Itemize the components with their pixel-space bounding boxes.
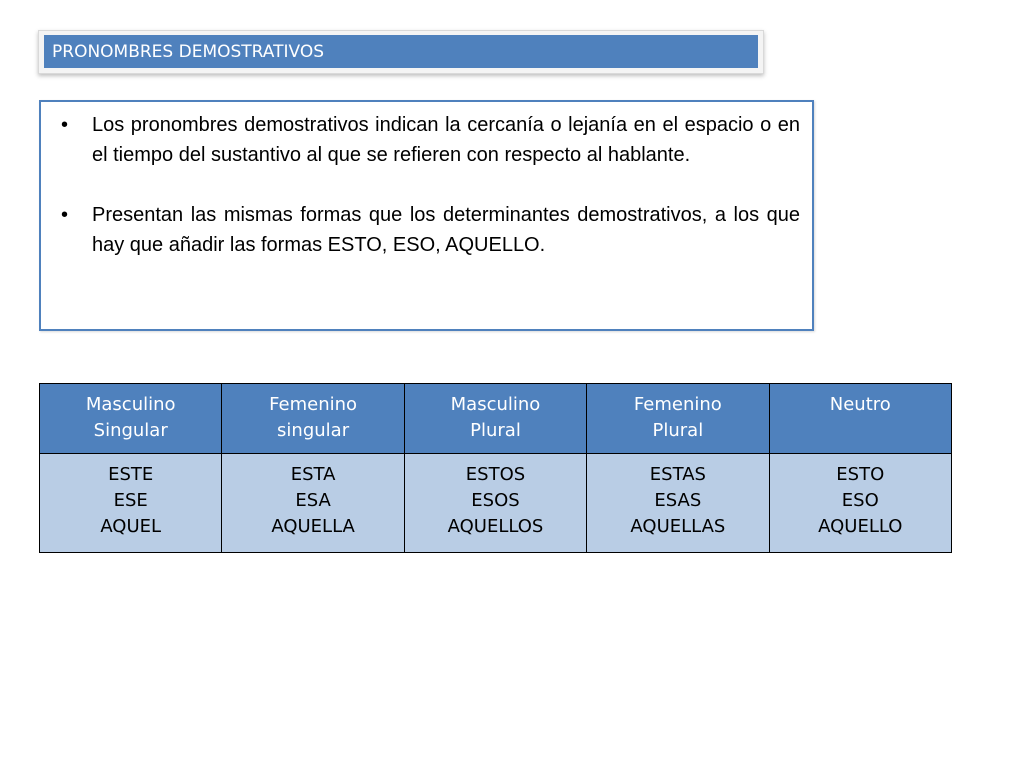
bullet-item (53, 200, 800, 260)
slide-title: PRONOMBRES DEMOSTRATIVOS (44, 35, 758, 68)
pronoun-table (39, 383, 952, 553)
bullet-icon: • (61, 204, 69, 226)
table-row (40, 454, 952, 553)
header-femenino-singular: Femenino singular (222, 384, 404, 454)
table-header-row (40, 384, 952, 454)
title-frame (38, 30, 764, 74)
header-neutro: Neutro (769, 384, 951, 454)
bullet-text: Presentan las mismas formas que los determinantes demostrativos, a los que hay que añadir las formas ESTO, ESO, AQUELLO. (92, 204, 800, 256)
cell-femenino-plural: ESTAS ESAS AQUELLAS (587, 454, 769, 553)
bullet-item (53, 110, 800, 170)
cell-neutro: ESTO ESO AQUELLO (769, 454, 951, 553)
cell-femenino-singular: ESTA ESA AQUELLA (222, 454, 404, 553)
bullet-text: Los pronombres demostrativos indican la cercanía o lejanía en el espacio o en el tiempo del sustantivo al que se refieren con respecto al hablante. (92, 114, 800, 166)
content-box (39, 100, 814, 331)
cell-masculino-plural: ESTOS ESOS AQUELLOS (404, 454, 586, 553)
bullet-list (53, 110, 800, 260)
cell-masculino-singular: ESTE ESE AQUEL (40, 454, 222, 553)
header-masculino-singular: Masculino Singular (40, 384, 222, 454)
bullet-icon: • (61, 114, 69, 136)
header-femenino-plural: Femenino Plural (587, 384, 769, 454)
header-masculino-plural: Masculino Plural (404, 384, 586, 454)
